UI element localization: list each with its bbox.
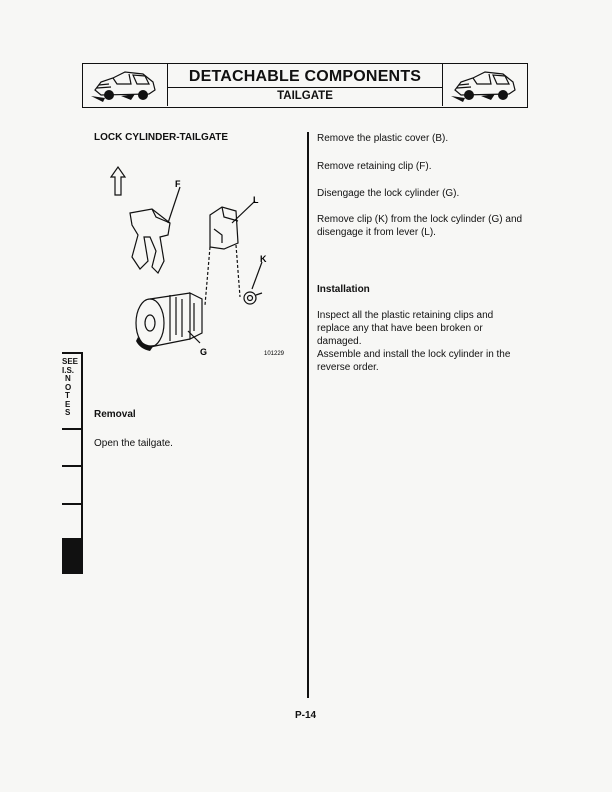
see-notes-tab: SEE I.S. N O T E S bbox=[62, 357, 79, 417]
step-3: Disengage the lock cylinder (G). bbox=[317, 188, 460, 199]
column-divider bbox=[307, 132, 309, 698]
page-title: DETACHABLE COMPONENTS bbox=[188, 68, 422, 85]
sidebar-rule bbox=[62, 428, 82, 430]
sidebar-rule bbox=[62, 352, 82, 354]
section-title: LOCK CYLINDER-TAILGATE bbox=[94, 132, 229, 143]
sidebar-rule bbox=[62, 465, 82, 467]
label-l: L bbox=[253, 195, 259, 205]
vehicle-icon-left bbox=[83, 64, 168, 106]
step-1: Remove the plastic cover (B). bbox=[317, 133, 449, 144]
page-subtitle: TAILGATE bbox=[277, 90, 333, 102]
installation-heading: Installation bbox=[317, 284, 370, 295]
label-k: K bbox=[260, 254, 267, 264]
section-tab-marker bbox=[62, 538, 82, 574]
vehicle-icon-right bbox=[442, 64, 527, 106]
sidebar-rule bbox=[62, 503, 82, 505]
lock-cylinder-diagram bbox=[110, 165, 320, 365]
label-f: F bbox=[175, 179, 181, 189]
header-title-block bbox=[167, 64, 443, 106]
install-step-1: Inspect all the plastic retaining clips and replace any that have been broken or damaged. bbox=[317, 310, 494, 347]
figure-number: 101229 bbox=[264, 351, 285, 357]
step-2: Remove retaining clip (F). bbox=[317, 161, 432, 172]
install-step-2: Assemble and install the lock cylinder in the reverse order. bbox=[317, 349, 511, 373]
removal-heading: Removal bbox=[94, 409, 136, 420]
step-4: Remove clip (K) from the lock cylinder (G) and disengage it from lever (L). bbox=[317, 214, 523, 238]
page-number: P-14 bbox=[295, 710, 317, 721]
label-g: G bbox=[200, 347, 208, 357]
page-header bbox=[82, 63, 528, 108]
removal-step: Open the tailgate. bbox=[94, 438, 173, 449]
